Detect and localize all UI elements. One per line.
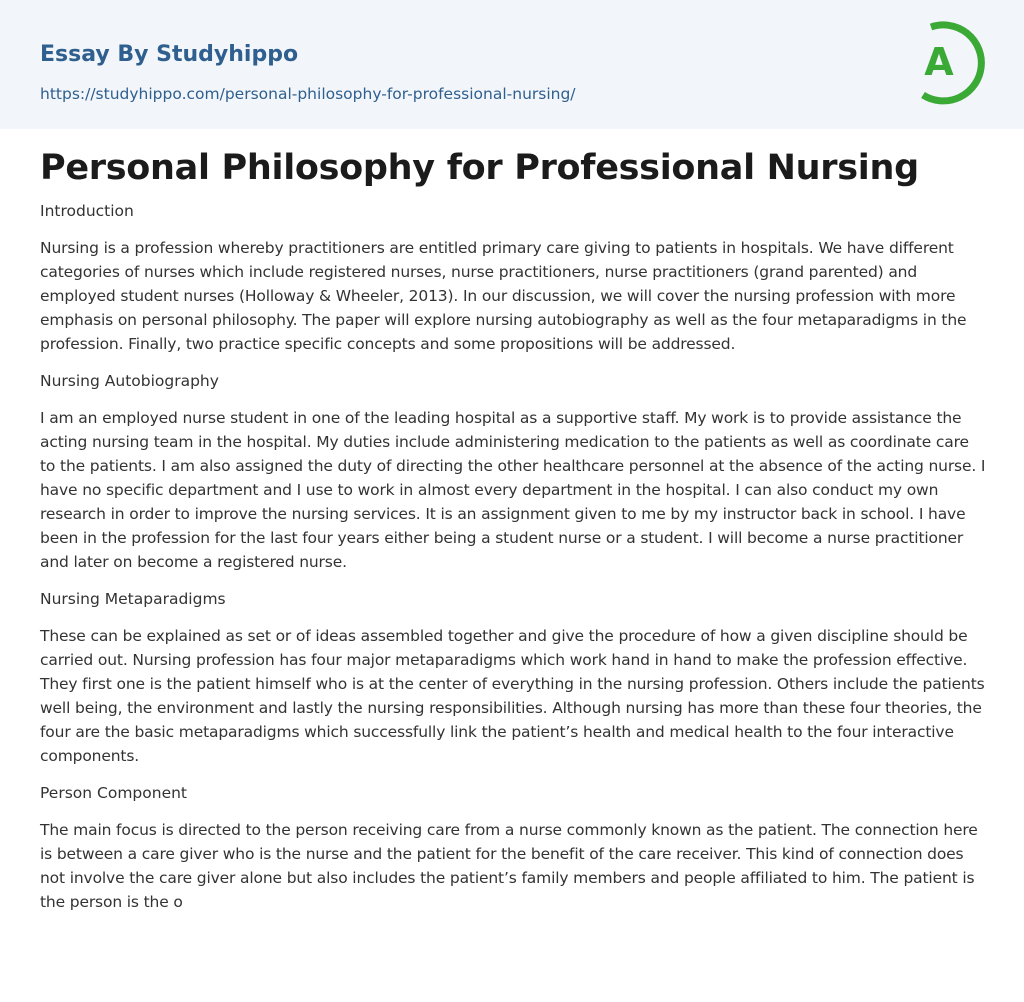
page-header (0, 0, 1024, 129)
section-heading-metaparadigms: Nursing Metaparadigms (40, 590, 226, 608)
page-title: Personal Philosophy for Professional Nursing (40, 148, 919, 188)
essay-content (40, 140, 986, 927)
paragraph-metaparadigms: These can be explained as set or of ideas assembled together and give the procedure of how a given discipline should be carried out. Nursing profession has four major metaparadigms which work hand in hand to make the profession effective. They first one is the patient himself who is at the center of everything in the nursing profession. Others include the patients well being, the environment and lastly the nursing responsibilities. Although nursing has more than these four theories, the four are the basic metaparadigms which successfully link the patient’s health and medical health to the four interactive components. (40, 627, 985, 765)
paragraph-autobiography: I am an employed nurse student in one of the leading hospital as a supportive staff. My work is to provide assistance the acting nursing team in the hospital. My duties include administering medication to the patients as well as coordinate care to the patients. I am also assigned the duty of directing the other healthcare personnel at the absence of the acting nurse. I have no specific department and I use to work in almost every department in the hospital. I can also conduct my own research in order to improve the nursing services. It is an assignment given to me by my instructor back in school. I have been in the profession for the last four years either being a student nurse or a student. I will become a nurse practitioner and later on become a registered nurse. (40, 409, 986, 571)
paragraph-introduction: Nursing is a profession whereby practitioners are entitled primary care giving to patients in hospitals. We have different categories of nurses which include registered nurses, nurse practitioners, nurse practitioners (grand parented) and employed student nurses (Holloway & Wheeler, 2013). In our discussion, we will cover the nursing profession with more emphasis on personal philosophy. The paper will explore nursing autobiography as well as the four metaparadigms in the profession. Finally, two practice specific concepts and some propositions will be addressed. (40, 239, 967, 353)
logo-letter: A (924, 40, 954, 84)
section-heading-person-component: Person Component (40, 784, 188, 802)
studyhippo-logo-icon (905, 18, 989, 106)
brand-title: Essay By Studyhippo (40, 42, 299, 67)
paragraph-person-component: The main focus is directed to the person receiving care from a nurse commonly known as the patient. The connection here is between a care giver who is the nurse and the patient for the benefit of the care receiver. This kind of connection does not involve the care giver alone but also includes the patient’s family members and people affiliated to him. The patient is the person is the o (40, 821, 978, 911)
section-heading-autobiography: Nursing Autobiography (40, 372, 219, 390)
section-heading-introduction: Introduction (40, 202, 134, 220)
source-url-link[interactable]: https://studyhippo.com/personal-philosophy-for-professional-nursing/ (40, 85, 576, 103)
